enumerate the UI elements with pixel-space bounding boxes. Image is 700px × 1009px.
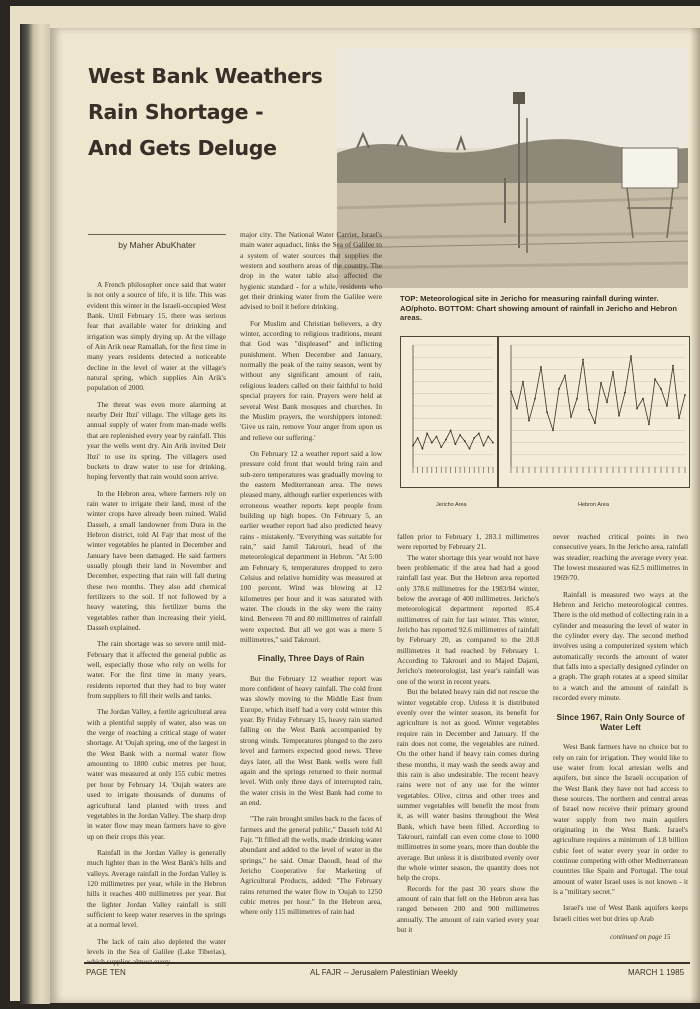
data-point	[534, 398, 536, 400]
data-point	[459, 434, 461, 436]
column-3	[397, 532, 539, 956]
paragraph: The lack of rain also depleted the water levels in the Sea of Galilee (Lake Tiberias),	[87, 936, 226, 956]
data-point	[464, 440, 466, 442]
data-point	[606, 401, 608, 403]
paragraph: A French philosopher once said that water is not only a source of life, it is life. This was evident this winter in the Israeli-occupied West Bank. Until February 15, there was serious fear that available water for drinking and irrigation was simply drying up. At the village of Ain Arik near Ramallah, for the first time in many years residents detected a noticeable decline in the level of water at the village's natural spring, which supplies Ain Arik's population of 2000.	[87, 280, 226, 393]
data-point	[478, 433, 480, 435]
data-point	[431, 442, 433, 444]
data-point	[516, 408, 518, 410]
data-point	[473, 437, 475, 439]
data-point	[618, 415, 620, 417]
data-point	[636, 408, 638, 410]
footer-date: MARCH 1 1985	[628, 968, 685, 977]
byline: by Maher AbuKhater	[88, 234, 226, 250]
data-point	[450, 430, 452, 432]
paragraph: In the Hebron area, where farmers rely on rain water to irrigate their land, most of the winter crops have already been ruined. Walid Dasseh, a small landowner from Dura in the Hebron district, told Al Fajr that most of the winter vegetables he planted in December and January have been damaged. He said farmers usually plough their land in November and December, expecting that rain will fall during these two months. They also add chemical fertilizers to the soil. If not followed by a heavy watering, this fertilizer burns the vegetables rather than increasing their yield, Dasseh explained.	[87, 488, 226, 632]
data-point	[570, 416, 572, 418]
data-point	[558, 388, 560, 390]
data-point	[412, 445, 414, 447]
paragraph: "The rain brought smiles back to the faces of farmers and the general public," Dasseh told Al Fajr. "It filled all the wells, made drinking water abundant and added to the level of water in the springs," he said. Omar Daoudi, head of the Jericho Cooperative for Marketing of Agricultural Products, added: "The February rains returned the water flow in 'Oujah to 1250 cubic metres per hour." In the Hebron area, where only 115 millimetres of rain had	[240, 814, 382, 917]
paragraph: Records for the past 30 years show the amount of rain that fell on the Hebron area has ranged between 200 and 900 millimetres annually. The amount of rain varied every year but it	[397, 883, 539, 935]
data-point	[417, 437, 419, 439]
series-line	[413, 430, 493, 448]
data-point	[594, 422, 596, 424]
data-point	[522, 381, 524, 383]
data-point	[445, 439, 447, 441]
paragraph: fallen prior to February 1, 283.1 millimetres were reported by February 21.	[397, 532, 539, 552]
page-edge-shadow	[690, 28, 700, 1003]
data-point	[469, 448, 471, 450]
data-point	[552, 430, 554, 432]
data-point	[540, 366, 542, 368]
data-point	[600, 382, 602, 384]
data-point	[666, 405, 668, 407]
data-point	[654, 378, 656, 380]
hebron-chart-svg	[499, 337, 689, 487]
subheading-three-days: Finally, Three Days of Rain	[257, 653, 365, 664]
headline	[88, 58, 358, 166]
data-point	[436, 436, 438, 438]
data-point	[612, 371, 614, 373]
headline-line-2: Rain Shortage -	[88, 100, 264, 124]
data-point	[642, 398, 644, 400]
data-point	[528, 420, 530, 422]
paragraph: The water shortage this year would not have been problematic if the area had had a good rainfall last year. But the Hebron area reported only 378.6 millimetres for the 1983/84 winter, below the average of 400 millimetres. Jericho's meteorological department reported 85.4 millimetres of rain for last winter. This winter, Jericho has reported 92.6 millimetres of rainfall by February 20, as compared to the 20.8 millimetres it had reached by February 1. According to Takrouri and to Majed Dajani, Jericho's meteorologist, last year's rainfall was one of the worst in recent years.	[397, 552, 539, 686]
meteorological-site-photo	[337, 48, 688, 288]
paragraph: never reached critical points in two consecutive years. In the Jericho area, rainfall was steadier, reaching the average every year. The lowest measured was 62.5 millimetres in 1969/70.	[553, 532, 688, 583]
subheading-since-1967: Since 1967, Rain Only Source of Water Left	[556, 711, 685, 732]
data-point	[660, 388, 662, 390]
data-point	[564, 375, 566, 377]
data-point	[440, 446, 442, 448]
jericho-chart-svg	[401, 337, 497, 487]
paragraph: The Jordan Valley, a fertile agricultural area with a plentiful supply of water, also was on the verge of reaching a critical stage of water shortage. At 'Oujah spring, one of the largest in the West Bank with a normal water flow amounting to 1800 cubic metres per hour, water was measured at only 155 cubic metres per hour by February 14. 'Oujah waters are used to irrigate thousands of dunums of agricultural land planted with trees and vegetables in the Jordan Valley. The sharp drop in water flow may mean farmers have to give up on their crops this year.	[87, 707, 226, 841]
paragraph: Rainfall in the Jordan Valley is generally much lighter than in the West Bank's hills and valleys. Average rainfall in the Jordan Valley is 120 millimetres per year, while in the Hebron hills it reaches 400 millimetres per year. But the lighter Jordan Valley rainfall is still sufficient to keep water reserves in the springs at a normal level.	[87, 847, 226, 930]
data-point	[510, 390, 512, 392]
data-point	[492, 442, 494, 444]
column-2	[240, 230, 382, 956]
paragraph: Rainfall is measured two ways at the Hebron and Jericho meteorological centres. There is the old method of collecting rain in a cylinder and measuring the level of water in the cylinder every day. The second method involves using a computerized system which automatically records the amount of water that falls into a specially designed cylinder on a graph. The graph rotates at a speed similar to a watch and the amount of rainfall is recorded every minute.	[553, 589, 688, 703]
data-point	[483, 445, 485, 447]
column-4	[553, 532, 688, 944]
data-point	[678, 417, 680, 419]
headline-line-3: And Gets Deluge	[88, 136, 277, 160]
paragraph: major city. The National Water Carrier, Israel's main water aquaduct, links the Sea of Galilee to a system of water sources that supplies the western and southern areas of the country. The drop in the water table also affected the hygienic standard - for a while, residents who get their drinking water from the Galilee were advised to boil it before drinking.	[240, 230, 382, 312]
data-point	[422, 448, 424, 450]
data-point	[624, 392, 626, 394]
data-point	[684, 394, 686, 396]
continued-note: continued on page 15	[610, 933, 671, 941]
paragraph: On February 12 a weather report said a low pressure cold front that would bring rain and sub-zero temperatures was gradually moving to the eastern Mediterranean area. The news pleased many, although earlier experiences with erroneous weather reports kept people from building up high hopes. On February 5, an earlier weather report had also predicted heavy rains - mistakenly. "Everything was suitable for rain," said Jamil Takrouri, head of the meteorological department in Hebron. "At 5:00 am February 6, temperatures dropped to zero Celsius and relative humidity was measured at 100 percent. Wind was blowing at 12 kilometres per hour and it was saturated with water. The clouds in the sky were the rainy kind. Between 70 and 80 millimetres of rainfall were expected. But all we got was a mere 5 millimetres," said Takrouri.	[240, 448, 382, 645]
paragraph: For Muslim and Christian believers, a dry winter, according to religious traditions, meant that God was "displeased" and inflicting punishment. When December and January, normally the peak of the rainy season, went by without any significant amount of rain, religious leaders called on their faithful to hold special prayers for rain. Prayers were held at several West Bank mosques and churches. In the Muslim prayers, the worshippers intoned: 'Give us rain, remove Your anger from upon us and relieve our suffering.'	[240, 318, 382, 442]
paragraph: But the February 12 weather report was more confident of heavy rainfall. The cold front was slowly moving to the Middle East from Europe, which itself had a very cold winter this year. By Friday February 15, heavy rain started falling on the West Bank accompanied by strong winds. Temperatures plunged to the zero level and farmers expected good news. Three days later, all the West Bank wells were full again and the springs returned to their normal level. With only three days of interrupted rain, the water crisis in the West Bank had come to an end.	[240, 673, 382, 807]
data-point	[454, 443, 456, 445]
paragraph: The rain shortage was so severe until mid-February that it affected the general public as well, especially those who rely on wells for water. For the first time in many years, residents reported that they had to buy water from suppliers to fill their wells and tanks.	[87, 639, 226, 701]
paragraph: West Bank farmers have no choice but to rely on rain for irrigation. They would like to use water from local artesian wells and aquifers, but since the Israeli occupation of the West Bank they have not had access to these sources. The northern and central areas of Israel now receive their primary ground water supply from two main aquifers originating in the West Bank. Israel's agriculture requires a minimum of 1.8 billion cubic feet of water every year in order to continue competing with other Mediterranean countries like Spain and Portugal. The total amount of water Israel uses is not known - it is a "military secret."	[553, 742, 688, 896]
page-binding	[20, 24, 50, 1004]
headline-line-1: West Bank Weathers	[88, 64, 323, 88]
hebron-rainfall-chart	[498, 336, 690, 488]
paragraph: Israel's use of West Bank aquifers keeps Israeli cities wet but dries up Arab	[553, 903, 688, 923]
footer-page-number: PAGE TEN	[86, 968, 126, 977]
data-point	[648, 423, 650, 425]
column-1	[87, 280, 226, 956]
footer-publication: AL FAJR -- Jerusalem Palestinian Weekly	[310, 968, 458, 977]
data-point	[630, 355, 632, 357]
footer-rule	[84, 962, 690, 964]
paragraph: But the belated heavy rain did not rescue the winter vegetable crop. Unless it is distributed evenly over the winter season, its benefit for agriculture is not as good. Winter vegetables require rain in December and January. If the rain does not come, the vegetables are ruined. On the other hand if heavy rain comes during these months, it may wash the seeds away and this rain is also undesirable. The recent heavy rains were not of any use for the winter vegetables. Olive, citrus and other trees and summer vegetables will benefit the most from it, as will water basins throughout the West Bank, which have been filled. According to Takrouri, rainfall can even come close to 1000 millimetres in some years, more than double the average. But unless it is distributed evenly over the whole winter season, the quantity does not help the crops.	[397, 687, 539, 883]
data-point	[582, 359, 584, 361]
data-point	[576, 398, 578, 400]
jericho-chart-label: Jericho Area	[436, 502, 467, 508]
data-point	[672, 365, 674, 367]
photo-illustration	[337, 48, 688, 288]
data-point	[546, 411, 548, 413]
hebron-chart-label: Hebron Area	[578, 502, 609, 508]
jericho-rainfall-chart	[400, 336, 498, 488]
data-point	[426, 433, 428, 435]
data-point	[487, 436, 489, 438]
data-point	[588, 409, 590, 411]
photo-caption: TOP: Meteorological site in Jericho for measuring rainfall during winter. AO/photo. BOTTOM: Chart showing amount of rainfall in Jericho and Hebron areas.	[400, 294, 678, 322]
paragraph: The threat was even more alarming at nearby Deir Ibzi' village. The village gets its annual supply of water from man-made wells that are replenished every year by rainfall. This year the wells went dry. Ain Arik invited Deir Ibzi' to use its spring. The villagers used buckets to draw water to use for drinking, hoping fervently that rain would soon arrive.	[87, 399, 226, 482]
series-line	[511, 356, 685, 430]
